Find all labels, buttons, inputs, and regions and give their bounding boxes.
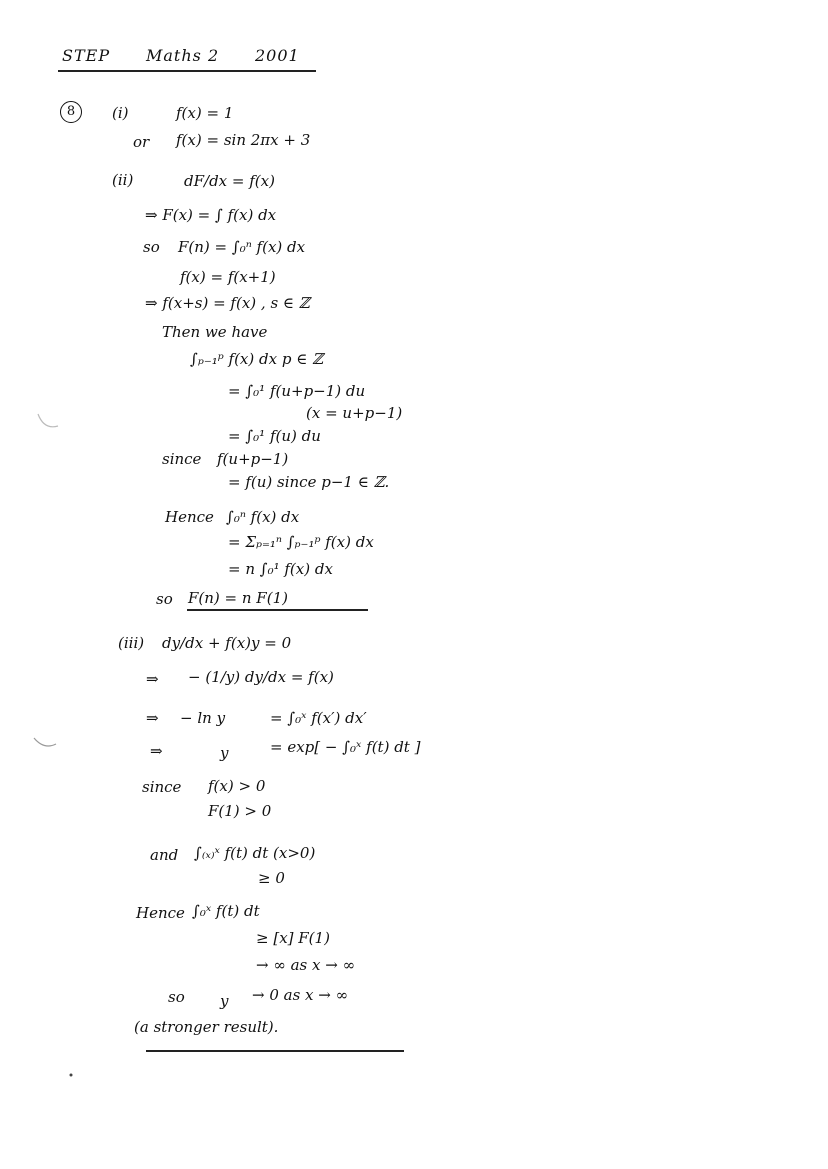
solution-line: F(1) > 0 bbox=[208, 802, 272, 820]
solution-line: ∫₍ₓ₎ˣ f(t) dt (x>0) bbox=[194, 844, 316, 862]
part-ii-underline bbox=[187, 609, 368, 611]
solution-line: f(x) = sin 2πx + 3 bbox=[176, 131, 311, 149]
solution-line: Then we have bbox=[162, 323, 268, 341]
solution-line: ≥ [x] F(1) bbox=[256, 929, 330, 947]
solution-line: → ∞ as x → ∞ bbox=[256, 956, 356, 974]
solution-line: − (1/y) dy/dx = f(x) bbox=[188, 668, 334, 686]
solution-line: = ∫₀¹ f(u) du bbox=[228, 427, 321, 445]
solution-line: ⇒ F(x) = ∫ f(x) dx bbox=[145, 206, 277, 224]
header-year: 2001 bbox=[255, 46, 300, 65]
solution-line: → 0 as x → ∞ bbox=[252, 986, 349, 1004]
solution-line: = n ∫₀¹ f(x) dx bbox=[228, 560, 333, 578]
solution-line: f(x) = f(x+1) bbox=[180, 268, 276, 286]
solution-line: so bbox=[156, 590, 173, 608]
solution-line: ⇒ bbox=[146, 709, 159, 727]
solution-line: f(x) = 1 bbox=[176, 104, 234, 122]
punch-hole-mark-upper bbox=[34, 410, 64, 436]
solution-line: Hence bbox=[165, 508, 214, 526]
solution-line: − ln y bbox=[180, 709, 226, 727]
solution-line: ⇒ f(x+s) = f(x) , s ∈ ℤ bbox=[145, 294, 310, 312]
solution-line: ≥ 0 bbox=[258, 869, 285, 887]
solution-line: F(n) = ∫₀ⁿ f(x) dx bbox=[178, 238, 306, 256]
solution-line: = ∫₀ˣ f(x′) dx′ bbox=[270, 709, 367, 727]
solution-line: ∫ₚ₋₁ᵖ f(x) dx p ∈ ℤ bbox=[190, 350, 324, 368]
solution-line: ⇒ bbox=[146, 670, 159, 688]
solution-line: (x = u+p−1) bbox=[306, 404, 403, 422]
solution-line: Hence bbox=[136, 904, 185, 922]
solution-line: F(n) = n F(1) bbox=[188, 589, 288, 607]
solution-line: so bbox=[143, 238, 160, 256]
solution-line: ∫₀ˣ f(t) dt bbox=[192, 902, 260, 920]
solution-line: dF/dx = f(x) bbox=[184, 172, 275, 190]
solution-line: since bbox=[142, 778, 182, 796]
solution-line: since bbox=[162, 450, 202, 468]
solution-line: f(x) > 0 bbox=[208, 777, 266, 795]
header-paper: Maths 2 bbox=[146, 46, 220, 65]
solution-line: = f(u) since p−1 ∈ ℤ. bbox=[228, 473, 390, 491]
scan-dot bbox=[68, 1072, 74, 1078]
part-iii-label: (iii) bbox=[118, 634, 145, 652]
solution-line: or bbox=[133, 133, 150, 151]
solution-line: and bbox=[150, 846, 179, 864]
solution-line: f(u+p−1) bbox=[217, 450, 289, 468]
solution-line: ⇒ bbox=[150, 742, 163, 760]
solution-line: so bbox=[168, 988, 185, 1006]
punch-hole-mark-lower bbox=[30, 734, 60, 754]
solution-line: = exp[ − ∫₀ˣ f(t) dt ] bbox=[270, 738, 421, 756]
solution-line: = Σₚ₌₁ⁿ ∫ₚ₋₁ᵖ f(x) dx bbox=[228, 533, 374, 551]
header-subject: STEP bbox=[62, 46, 111, 65]
solution-line: y bbox=[220, 744, 229, 762]
part-iii-underline bbox=[146, 1050, 404, 1052]
header-underline bbox=[58, 70, 316, 72]
solution-line: y bbox=[220, 992, 229, 1010]
solution-line: ∫₀ⁿ f(x) dx bbox=[226, 508, 300, 526]
solution-line: = ∫₀¹ f(u+p−1) du bbox=[228, 382, 366, 400]
part-i-label: (i) bbox=[112, 104, 129, 122]
part-ii-label: (ii) bbox=[112, 171, 134, 189]
question-number: 8 bbox=[60, 101, 82, 123]
solution-line: dy/dx + f(x)y = 0 bbox=[162, 634, 292, 652]
solution-line: (a stronger result). bbox=[134, 1018, 279, 1036]
